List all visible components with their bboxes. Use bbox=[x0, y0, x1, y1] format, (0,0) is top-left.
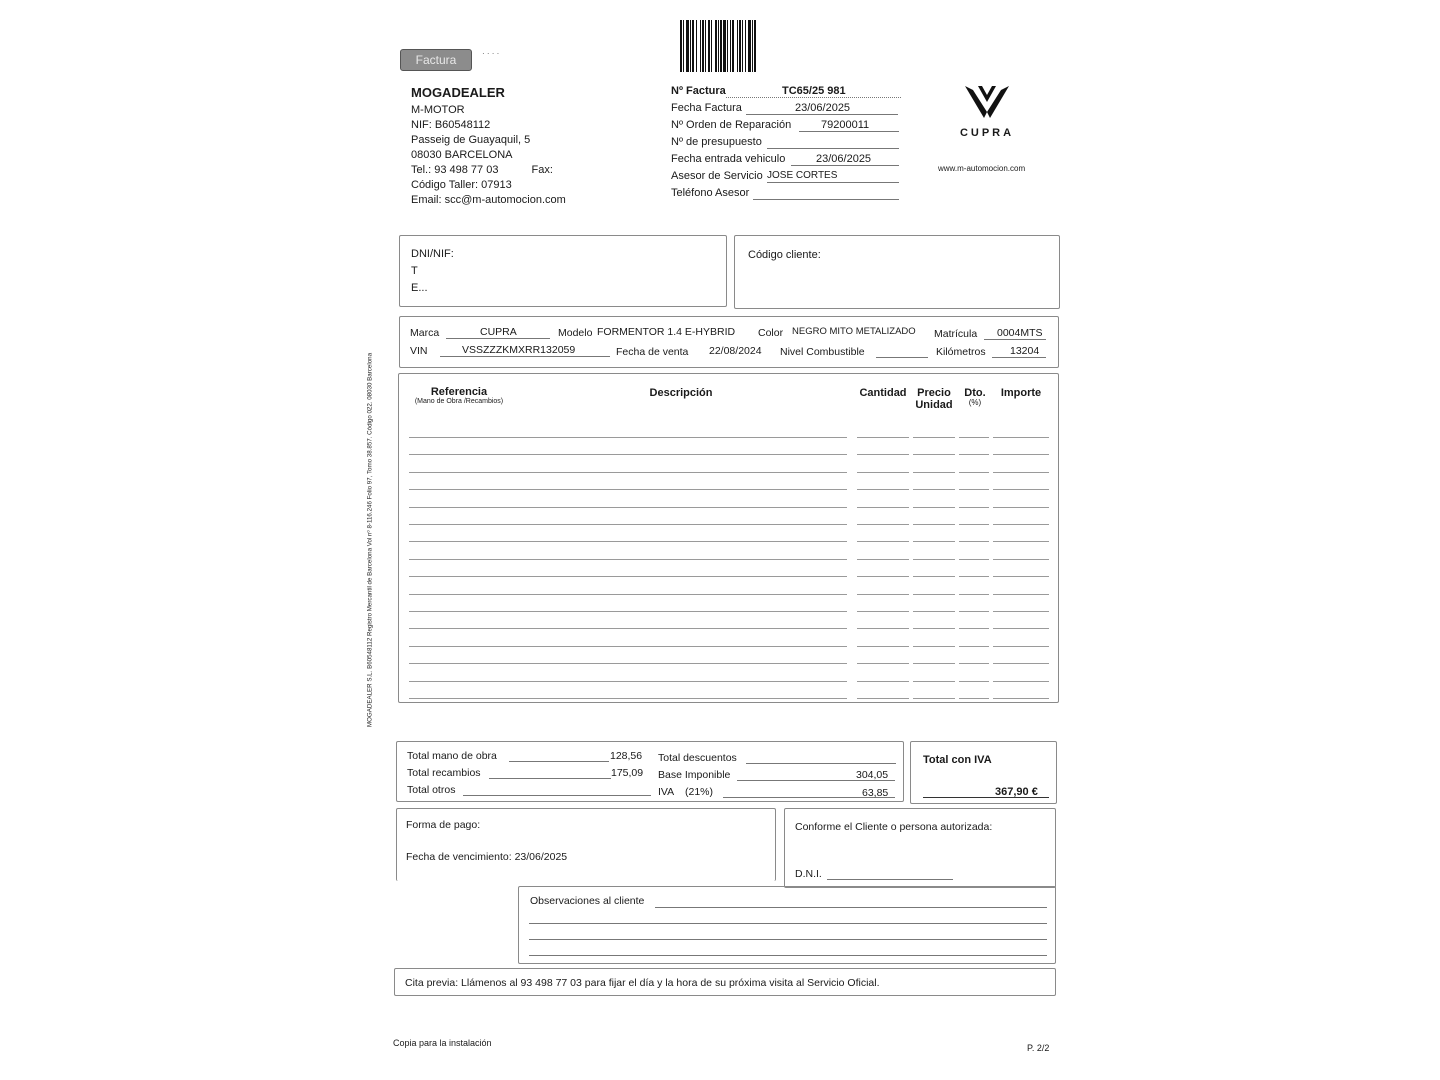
invoice-number-row bbox=[671, 84, 901, 101]
company-address: Passeig de Guayaquil, 5 bbox=[411, 134, 531, 146]
vehicle-km-label: Kilómetros bbox=[936, 346, 986, 358]
cupra-logo-icon bbox=[962, 84, 1012, 124]
vat-value: 63,85 bbox=[862, 787, 889, 799]
vat-rate: (21%) bbox=[685, 786, 714, 798]
company-phone-row bbox=[411, 163, 566, 177]
signature-label: Conforme el Cliente o persona autorizada: bbox=[795, 821, 993, 833]
barcode-image bbox=[680, 20, 816, 72]
parts-value: 175,09 bbox=[611, 767, 644, 779]
labor-label: Total mano de obra bbox=[407, 750, 497, 762]
vehicle-box bbox=[399, 316, 1059, 368]
parts-label: Total recambios bbox=[407, 767, 481, 779]
advisor-phone-label: Teléfono Asesor bbox=[671, 187, 750, 199]
totals-box bbox=[396, 741, 904, 802]
vehicle-brand-label: Marca bbox=[410, 327, 440, 339]
advisor-name: JOSE CORTES bbox=[767, 170, 838, 181]
customer-code-box bbox=[734, 235, 1060, 309]
payment-method-label: Forma de pago: bbox=[406, 819, 481, 831]
barcode bbox=[680, 20, 816, 72]
customer-id-box bbox=[399, 235, 727, 307]
base-label: Base Imponible bbox=[658, 769, 731, 781]
entry-date-label: Fecha entrada vehiculo bbox=[671, 153, 786, 165]
vehicle-color-label: Color bbox=[758, 327, 784, 339]
vehicle-model-label: Modelo bbox=[558, 327, 593, 339]
col-discount bbox=[959, 387, 991, 407]
col-quantity: Cantidad bbox=[859, 387, 907, 399]
badge-label: Factura bbox=[415, 53, 457, 67]
footer-copy: Copia para la instalación bbox=[393, 1038, 492, 1048]
invoice-date: 23/06/2025 bbox=[795, 102, 851, 114]
vat-label: IVA bbox=[658, 786, 675, 798]
observations-label: Observaciones al cliente bbox=[530, 895, 645, 907]
company-email: Email: scc@m-automocion.com bbox=[411, 194, 566, 206]
invoice-date-row bbox=[671, 101, 901, 118]
company-phone: Tel.: 93 498 77 03 bbox=[411, 164, 499, 176]
labor-value: 128,56 bbox=[610, 750, 643, 762]
footer-page: P. 2/2 bbox=[1027, 1043, 1050, 1053]
vehicle-vin: VSSZZZKMXRR132059 bbox=[462, 344, 576, 356]
budget-label: Nº de presupuesto bbox=[671, 136, 762, 148]
company-workshop-code: Código Taller: 07913 bbox=[411, 179, 512, 191]
col-reference-sub: (Mano de Obra /Recambios) bbox=[414, 398, 504, 405]
customer-code-label: Código cliente: bbox=[748, 249, 821, 261]
entry-date-row bbox=[671, 152, 901, 169]
brand-logo bbox=[945, 84, 1029, 139]
vehicle-sale-date: 22/08/2024 bbox=[709, 345, 762, 357]
payment-due-row bbox=[406, 850, 567, 864]
company-brand: M-MOTOR bbox=[411, 104, 465, 116]
advisor-label: Asesor de Servicio bbox=[671, 170, 763, 182]
payment-box bbox=[396, 808, 776, 881]
vehicle-color: NEGRO MITO METALIZADO bbox=[792, 326, 916, 337]
col-discount-label: Dto. bbox=[964, 387, 986, 399]
advisor-phone-row bbox=[671, 186, 901, 203]
signature-dni-label: D.N.I. bbox=[795, 868, 822, 880]
invoice-meta bbox=[671, 84, 901, 203]
customer-line3: E... bbox=[411, 282, 428, 294]
company-nif: NIF: B60548112 bbox=[411, 119, 491, 131]
vehicle-brand: CUPRA bbox=[480, 326, 517, 338]
company-block bbox=[411, 85, 566, 207]
company-name: MOGADEALER bbox=[411, 85, 505, 100]
grand-total-box bbox=[910, 741, 1057, 804]
document-type-badge bbox=[400, 49, 472, 71]
vehicle-km: 13204 bbox=[1010, 345, 1040, 357]
customer-dni-label: DNI/NIF: bbox=[411, 248, 454, 260]
company-city: 08030 BARCELONA bbox=[411, 149, 513, 161]
col-unit-price: Precio Unidad bbox=[915, 387, 953, 411]
vehicle-vin-label: VIN bbox=[410, 345, 428, 357]
vehicle-fuel-label: Nivel Combustible bbox=[780, 346, 865, 358]
badge-dots: · · · · bbox=[482, 49, 500, 58]
budget-row bbox=[671, 135, 901, 152]
other-label: Total otros bbox=[407, 784, 456, 796]
repair-order-label: Nº Orden de Reparación bbox=[671, 119, 792, 131]
appointment-box bbox=[394, 968, 1056, 996]
grand-total-value: 367,90 € bbox=[995, 786, 1038, 798]
col-reference bbox=[409, 386, 509, 406]
entry-date: 23/06/2025 bbox=[816, 153, 872, 165]
col-description: Descripción bbox=[649, 387, 713, 399]
invoice-number: TC65/25 981 bbox=[782, 85, 846, 97]
items-table bbox=[398, 373, 1059, 703]
signature-box bbox=[784, 808, 1056, 888]
side-legal-label: MOGADEALER S.L. B60548112 Registro Mercantil de Barcelona Vol nº 8-116.246 Folio 97, Tomo 38.857. Código 022. 08030 Barcelona bbox=[366, 352, 374, 728]
payment-due-date: 23/06/2025 bbox=[514, 851, 568, 863]
grand-total-label: Total con IVA bbox=[923, 754, 992, 766]
appointment-text: Cita previa: Llámenos al 93 498 77 03 para fijar el día y la hora de su próxima visita al Servicio Oficial. bbox=[405, 977, 880, 989]
invoice-number-label: Nº Factura bbox=[671, 85, 726, 97]
customer-line2: T bbox=[411, 265, 418, 277]
repair-order-row bbox=[671, 118, 901, 135]
repair-order: 79200011 bbox=[821, 119, 870, 131]
vehicle-plate: 0004MTS bbox=[997, 327, 1043, 339]
payment-due-label: Fecha de vencimiento: bbox=[406, 851, 512, 863]
base-value: 304,05 bbox=[856, 769, 889, 781]
vehicle-model: FORMENTOR 1.4 E-HYBRID bbox=[597, 326, 736, 338]
logo-text: CUPRA bbox=[959, 127, 1015, 139]
col-reference-label: Referencia bbox=[430, 386, 488, 398]
col-discount-sub: (%) bbox=[968, 398, 982, 407]
company-fax: Fax: bbox=[531, 164, 553, 176]
vehicle-sale-date-label: Fecha de venta bbox=[616, 346, 689, 358]
advisor-row bbox=[671, 169, 901, 186]
vehicle-plate-label: Matrícula bbox=[934, 328, 978, 340]
invoice-date-label: Fecha Factura bbox=[671, 102, 742, 114]
observations-box bbox=[518, 886, 1056, 964]
col-amount: Importe bbox=[1000, 387, 1042, 399]
website: www.m-automocion.com bbox=[938, 164, 1026, 173]
discounts-label: Total descuentos bbox=[658, 752, 737, 764]
